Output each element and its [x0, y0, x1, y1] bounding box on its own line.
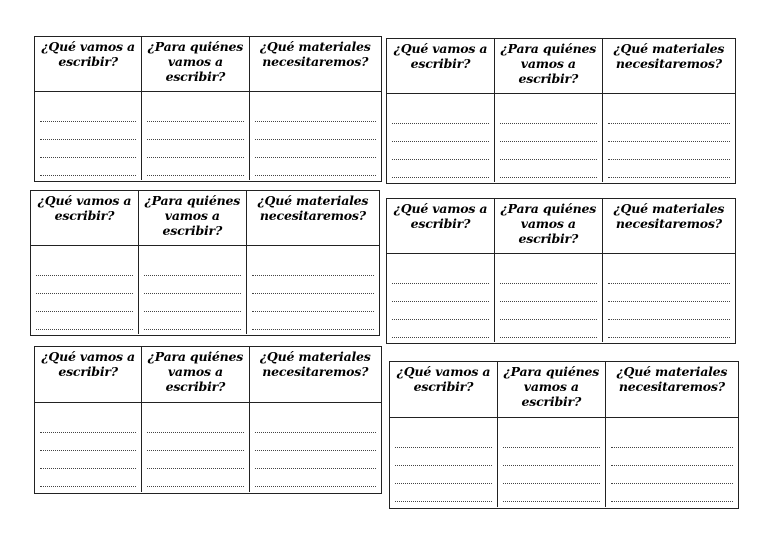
answer-line [252, 276, 374, 294]
answer-line [36, 312, 133, 330]
answer-line [503, 484, 600, 502]
header-what-to-write: ¿Qué vamos a escribir? [35, 347, 142, 402]
header-materials: ¿Qué materiales necesitaremos? [616, 364, 728, 394]
answer-cell-whom[interactable] [498, 418, 606, 507]
answer-cell-materials[interactable] [606, 418, 738, 507]
answer-line [255, 140, 376, 158]
answer-line [40, 433, 136, 451]
answer-line [36, 258, 133, 276]
answer-line [392, 160, 489, 178]
header-materials: ¿Qué materiales necesitaremos? [613, 201, 725, 231]
answer-line [40, 122, 136, 140]
answer-line [147, 469, 243, 487]
answer-cell-whom[interactable] [495, 254, 603, 342]
answer-line [503, 466, 600, 484]
answer-line [500, 106, 597, 124]
answer-line [608, 302, 730, 320]
answer-line [392, 124, 489, 142]
answer-cell-what[interactable] [35, 92, 142, 180]
answer-line [255, 415, 376, 433]
header-for-whom: ¿Para quiénes vamos a escribir? [495, 199, 603, 253]
answer-line [40, 104, 136, 122]
answer-line [147, 104, 243, 122]
answer-line [40, 469, 136, 487]
answer-line [611, 466, 733, 484]
answer-line [395, 448, 492, 466]
answer-line [608, 320, 730, 338]
answer-line [40, 158, 136, 176]
answer-cell-what[interactable] [390, 418, 498, 507]
answer-line [608, 160, 730, 178]
answer-line [500, 124, 597, 142]
header-for-whom: ¿Para quiénes vamos a escribir? [139, 191, 247, 245]
answer-line [147, 415, 243, 433]
header-what-to-write: ¿Qué vamos a escribir? [31, 191, 139, 245]
answer-line [395, 466, 492, 484]
answer-line [255, 104, 376, 122]
header-materials: ¿Qué materiales necesitaremos? [259, 39, 371, 69]
answer-cell-what[interactable] [31, 246, 139, 334]
header-materials: ¿Qué materiales necesitaremos? [259, 349, 371, 379]
answer-cell-materials[interactable] [603, 94, 735, 182]
answer-line [608, 284, 730, 302]
header-for-whom: ¿Para quiénes vamos a escribir? [142, 347, 249, 402]
answer-line [147, 140, 243, 158]
worksheet-card-2 [386, 38, 736, 184]
answer-line [503, 448, 600, 466]
header-what-to-write: ¿Qué vamos a escribir? [387, 39, 495, 93]
answer-line [255, 451, 376, 469]
answer-line [392, 284, 489, 302]
answer-cell-whom[interactable] [495, 94, 603, 182]
answer-line [392, 320, 489, 338]
answer-line [252, 294, 374, 312]
header-for-whom: ¿Para quiénes vamos a escribir? [142, 37, 249, 91]
answer-cell-what[interactable] [387, 94, 495, 182]
answer-line [144, 294, 241, 312]
answer-line [255, 433, 376, 451]
answer-line [500, 266, 597, 284]
answer-line [395, 484, 492, 502]
worksheet-card-6 [389, 361, 739, 509]
answer-line [40, 140, 136, 158]
answer-line [608, 142, 730, 160]
answer-line [147, 122, 243, 140]
answer-line [392, 302, 489, 320]
answer-cell-materials[interactable] [250, 92, 381, 180]
worksheet-card-5 [34, 346, 382, 494]
answer-cell-what[interactable] [35, 403, 142, 492]
worksheet-card-1 [34, 36, 382, 182]
answer-cell-whom[interactable] [142, 403, 249, 492]
answer-line [500, 302, 597, 320]
answer-line [252, 312, 374, 330]
answer-line [40, 451, 136, 469]
answer-line [500, 284, 597, 302]
answer-line [500, 320, 597, 338]
header-what-to-write: ¿Qué vamos a escribir? [387, 199, 495, 253]
answer-line [608, 266, 730, 284]
answer-line [503, 430, 600, 448]
answer-line [252, 258, 374, 276]
answer-line [147, 451, 243, 469]
header-materials: ¿Qué materiales necesitaremos? [257, 193, 369, 223]
answer-line [392, 266, 489, 284]
answer-line [611, 430, 733, 448]
worksheet-card-3 [30, 190, 380, 336]
header-for-whom: ¿Para quiénes vamos a escribir? [495, 39, 603, 93]
answer-line [608, 124, 730, 142]
answer-line [255, 469, 376, 487]
answer-cell-what[interactable] [387, 254, 495, 342]
answer-line [500, 142, 597, 160]
answer-line [392, 142, 489, 160]
answer-line [255, 122, 376, 140]
answer-line [147, 158, 243, 176]
answer-line [36, 276, 133, 294]
answer-cell-materials[interactable] [247, 246, 379, 334]
answer-line [611, 484, 733, 502]
header-materials: ¿Qué materiales necesitaremos? [613, 41, 725, 71]
answer-line [144, 312, 241, 330]
answer-line [40, 415, 136, 433]
worksheet-card-4 [386, 198, 736, 344]
header-for-whom: ¿Para quiénes vamos a escribir? [498, 362, 606, 417]
header-what-to-write: ¿Qué vamos a escribir? [35, 37, 142, 91]
answer-cell-whom[interactable] [139, 246, 247, 334]
answer-line [144, 276, 241, 294]
answer-line [392, 106, 489, 124]
header-what-to-write: ¿Qué vamos a escribir? [390, 362, 498, 417]
answer-cell-materials[interactable] [603, 254, 735, 342]
answer-line [144, 258, 241, 276]
answer-cell-whom[interactable] [142, 92, 249, 180]
answer-line [255, 158, 376, 176]
answer-cell-materials[interactable] [250, 403, 381, 492]
answer-line [500, 160, 597, 178]
answer-line [608, 106, 730, 124]
answer-line [147, 433, 243, 451]
answer-line [611, 448, 733, 466]
answer-line [36, 294, 133, 312]
answer-line [395, 430, 492, 448]
